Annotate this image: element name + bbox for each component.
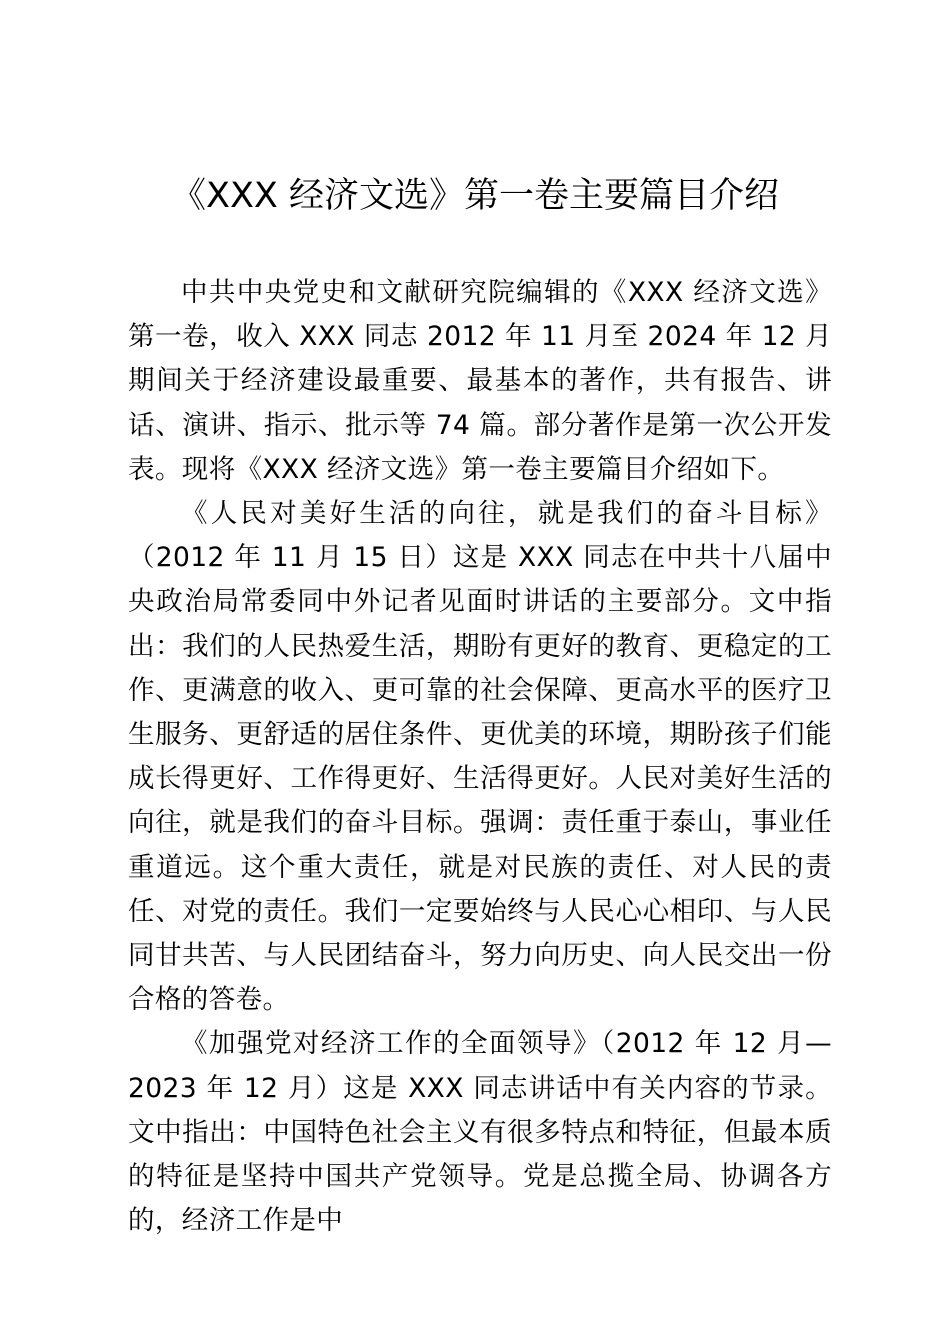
- document-title: 《XXX 经济文选》第一卷主要篇目介绍: [170, 176, 780, 216]
- paragraph-article-1: 《人民对美好生活的向往，就是我们的奋斗目标》（2012 年 11 月 15 日）这是 XXX 同志在中共十八届中央政治局常委同中外记者见面时讲话的主要部分。文中指出：我们的人民热爱生活，期盼有更好的教育、更稳定的工作、更满意的收入、更可靠的社会保障、更高水平的医疗卫生服务、更舒适的居住条件、更优美的环境，期盼孩子们能成长得更好、工作得更好、生活得更好。人民对美好生活的向往，就是我们的奋斗目标。强调：责任重于泰山，事业任重道远。这个重大责任，就是对民族的责任、对人民的责任、对党的责任。我们一定要始终与人民心心相印、与人民同甘共苦、与人民团结奋斗，努力向历史、向人民交出一份合格的答卷。: [128, 498, 832, 1016]
- paragraph-intro: 中共中央党史和文献研究院编辑的《XXX 经济文选》第一卷，收入 XXX 同志 2012 年 11 月至 2024 年 12 月期间关于经济建设最重要、最基本的著作，共有报告、讲话、演讲、指示、批示等 74 篇。部分著作是第一次公开发表。现将《XXX 经济文选》第一卷主要篇目介绍如下。: [128, 277, 832, 485]
- document-body: [128, 271, 832, 1243]
- paragraph-article-2: 《加强党对经济工作的全面领导》（2012 年 12 月—2023 年 12 月）这是 XXX 同志讲话中有关内容的节录。文中指出：中国特色社会主义有很多特点和特征，但最本质的特征是坚持中国共产党领导。党是总揽全局、协调各方的，经济工作是中: [128, 1028, 832, 1237]
